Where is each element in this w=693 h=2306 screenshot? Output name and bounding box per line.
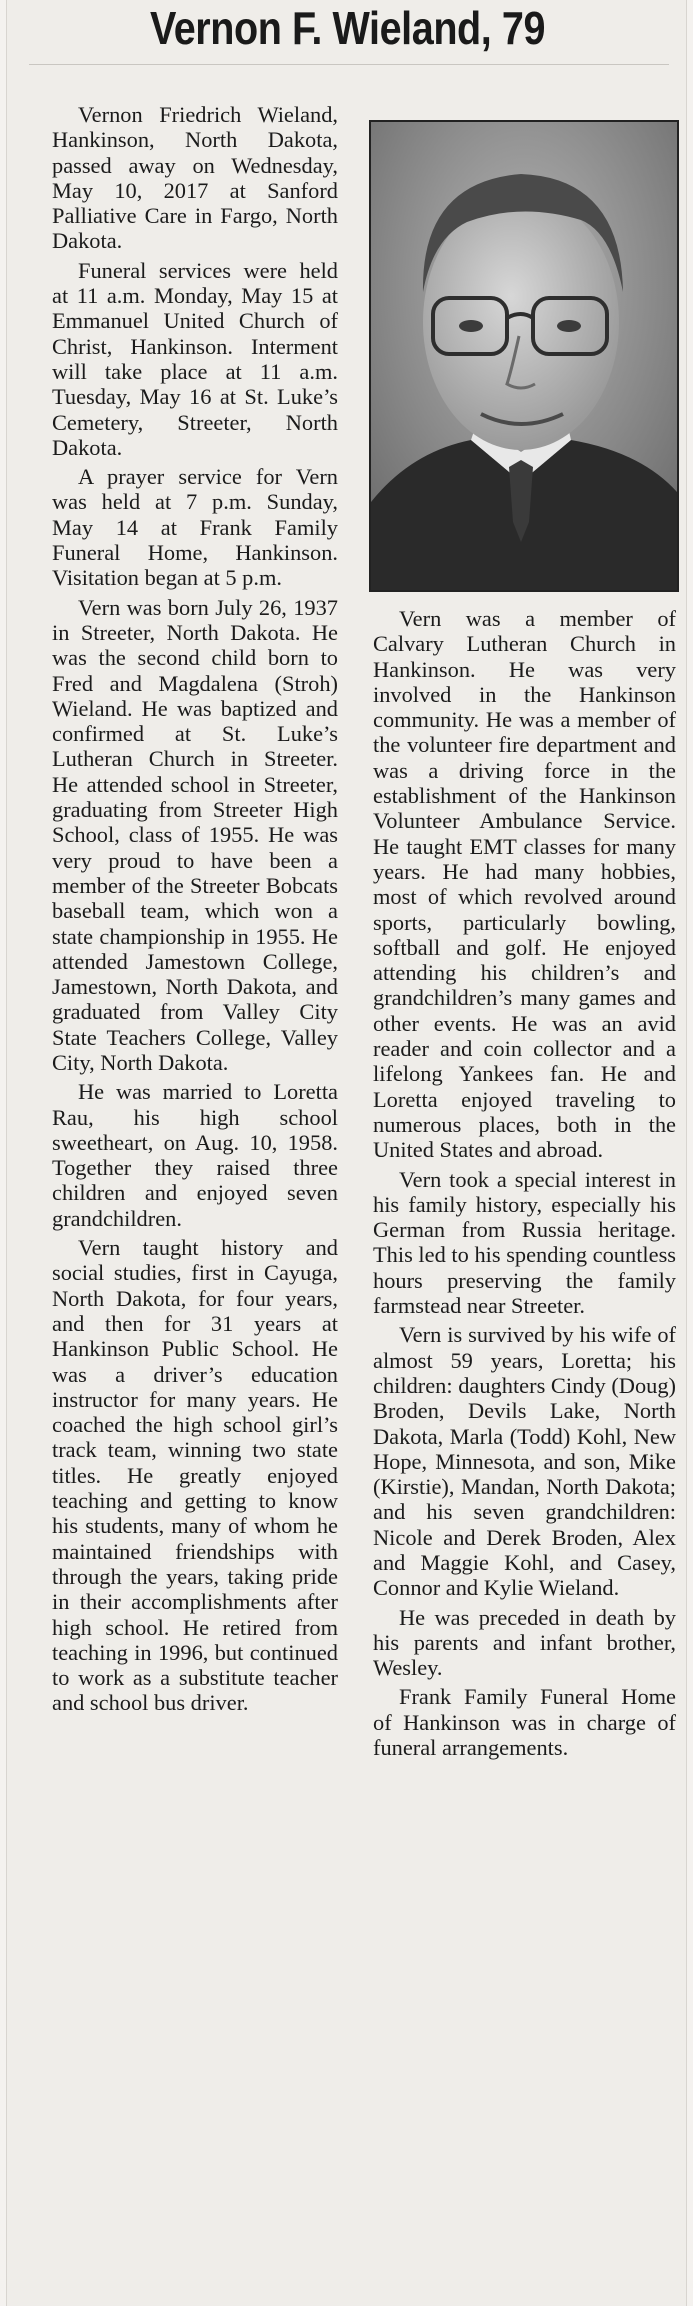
paragraph-funeral-services: Funeral services were held at 11 a.m. Monday, May 15 at Emmanuel United Church of Christ, Hankinson. Interment will take place at 11 a.m. Tuesday, May 16 at St. Luke’s Cemetery, Streeter, North Dakota. (52, 257, 338, 460)
paragraph-survivors: Vern is survived by his wife of almost 59 years, Loretta; his children: daughters Cindy (Doug) Broden, Devils Lake, North Dakota, Marla (Todd) Kohl, New Hope, Minnesota, and son, Mike (Kirstie), Mandan, North Dakota; and his seven grandchildren: Nicole and Derek Broden, Alex and Maggie Kohl, and Casey, Connor and Kylie Wieland. (373, 1322, 676, 1601)
portrait-photo (369, 120, 679, 592)
left-column (52, 102, 338, 1720)
paragraph-funeral-home: Frank Family Funeral Home of Hankinson was in charge of funeral arrangements. (373, 1684, 676, 1761)
paragraph-career: Vern taught history and social studies, first in Cayuga, North Dakota, for four years, and then for 31 years at Hankinson Public School. He was a driver’s education instructor for many years. He coached the high school girl’s track team, winning two state titles. He greatly enjoyed teaching and getting to know his students, many of whom he maintained friendships with through the years, taking pride in their accomplishments after high school. He retired from teaching in 1996, but continued to work as a substitute teacher and school bus driver. (52, 1235, 338, 1716)
paragraph-prayer-service: A prayer service for Vern was held at 7 p.m. Sunday, May 14 at Frank Family Funeral Home, Hankinson. Visitation began at 5 p.m. (52, 464, 338, 591)
headline-rule (29, 64, 669, 65)
paragraph-death-notice: Vernon Friedrich Wieland, Hankinson, North Dakota, passed away on Wednesday, May 10, 2017 at Sanford Palliative Care in Fargo, North Dakota. (52, 102, 338, 254)
paragraph-preceded: He was preceded in death by his parents and infant brother, Wesley. (373, 1604, 676, 1681)
paragraph-community: Vern was a member of Calvary Lutheran Church in Hankinson. He was very involved in the Hankinson community. He was a member of the volunteer fire department and was a driving force in the establishment of the Hankinson Volunteer Ambulance Service. He taught EMT classes for many years. He had many hobbies, most of which revolved around sports, particularly bowling, softball and golf. He enjoyed attending his children’s and grandchildren’s many games and other events. He was an avid reader and coin collector and a lifelong Yankees fan. He and Loretta enjoyed traveling to numerous places, both in the United States and abroad. (373, 606, 676, 1163)
obituary-headline: Vernon F. Wieland, 79 (149, 2, 546, 54)
paragraph-heritage: Vern took a special interest in his family history, especially his German from Russia heritage. This led to his spending countless hours preserving the family farmstead near Streeter. (373, 1166, 676, 1319)
right-column (373, 606, 676, 1764)
portrait-image (371, 122, 677, 590)
paragraph-marriage: He was married to Loretta Rau, his high school sweetheart, on Aug. 10, 1958. Together they raised three children and enjoyed seven grandchildren. (52, 1079, 338, 1231)
paragraph-early-life: Vern was born July 26, 1937 in Streeter, North Dakota. He was the second child born to Fred and Magdalena (Stroh) Wieland. He was baptized and confirmed at St. Luke’s Lutheran Church in Streeter. He attended school in Streeter, graduating from Streeter High School, class of 1955. He was very proud to have been a member of the Streeter Bobcats baseball team, which won a state championship in 1955. He attended Jamestown College, Jamestown, North Dakota, and graduated from Valley City State Teachers College, Valley City, North Dakota. (52, 594, 338, 1075)
